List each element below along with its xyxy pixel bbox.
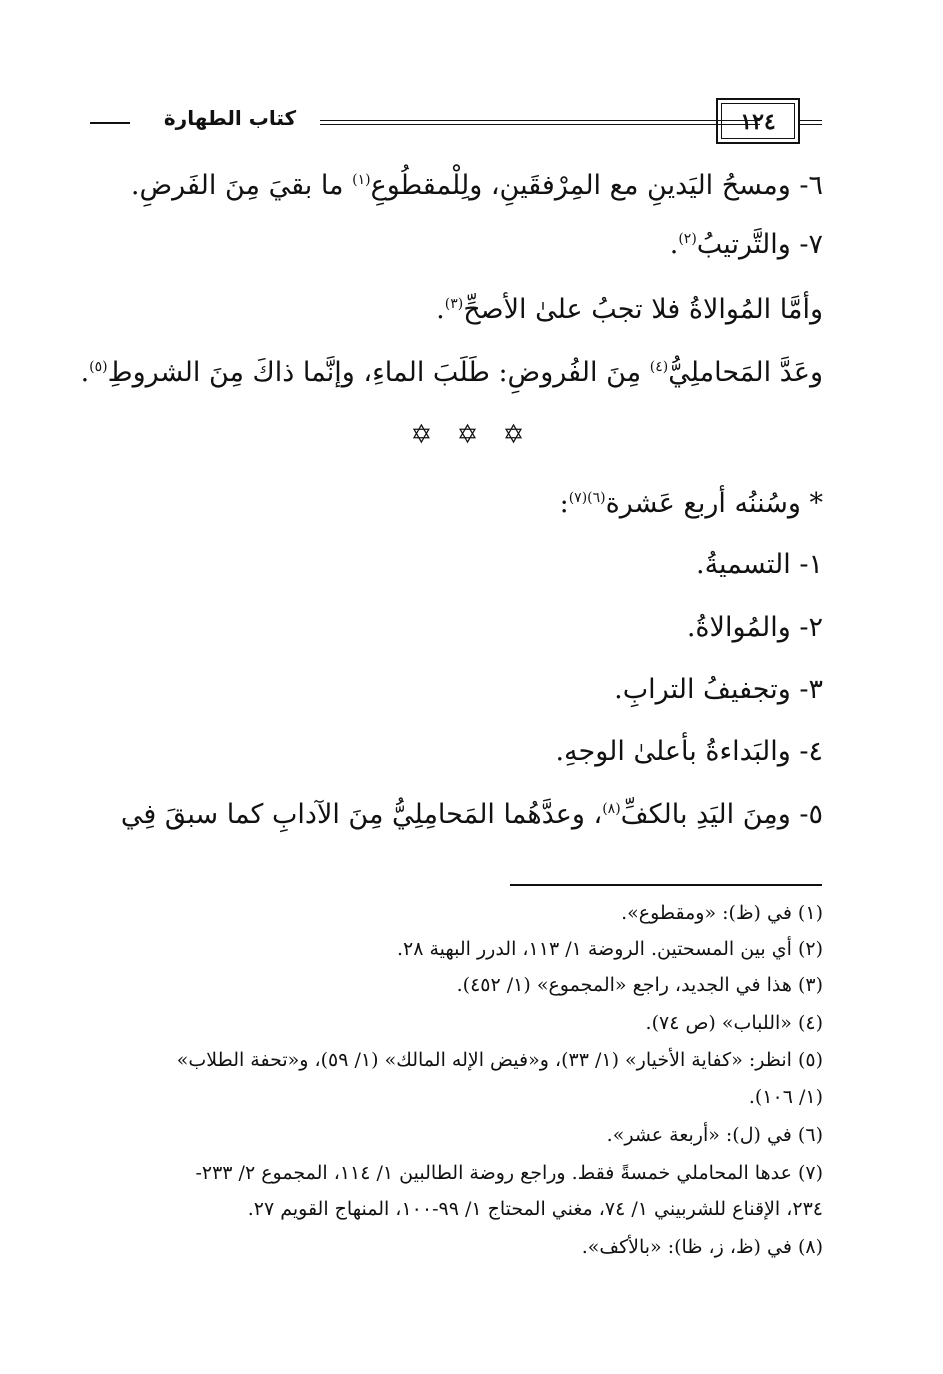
footnote-ref-5: (٥) (89, 359, 108, 375)
footnote-6: (٦) في (ل): «أربعة عشر». (606, 1124, 823, 1146)
sunan-heading: * وسُننُه أربع عَشرة$^{(٦)(٧)}$: (559, 488, 823, 519)
page-number-box (716, 98, 800, 144)
footnote-separator (510, 884, 822, 886)
sunan-item-2: ٢- والمُوالاةُ. (686, 612, 823, 643)
sunan-item-5: ٥- ومِنَ اليَدِ بالكفِّ$^{(٨)}$، وعدَّهُما المَحامِلِيُّ مِنَ الآدابِ كما سبقَ فِي (120, 799, 823, 830)
header-rule-left (90, 122, 130, 124)
footnote-2: (٢) أي بين المسحتين. الروضة ١/ ١١٣، الدرر البهية ٢٨. (396, 938, 823, 960)
sunan-item-4: ٤- والبَداءةُ بأعلىٰ الوجهِ. (555, 736, 823, 767)
footnote-ref-2: (٢) (678, 231, 697, 247)
footnote-7-continued: ٢٣٤، الإقناع للشربيني ١/ ٧٤، مغني المحتاج ١/ ٩٩-١٠٠، المنهاج القويم ٢٧. (247, 1198, 823, 1220)
header-rule-middle (320, 120, 760, 125)
page-number: ١٢٤ (721, 103, 795, 139)
footnote-ref-1: (١) (352, 172, 371, 188)
sunan-item-3: ٣- وتجفيفُ الترابِ. (614, 674, 823, 705)
footnote-ref-6: (٦) (587, 490, 606, 506)
body-line-6: ٦- ومسحُ اليَدينِ مع المِرْفقَينِ، ولِلْمقطُوعِ$^{(١)}$ ما بقيَ مِنَ الفَرضِ. (130, 170, 823, 201)
footnote-3: (٣) هذا في الجديد، راجع «المجموع» (١/ ٤٥٢). (456, 974, 823, 996)
sunan-item-1: ١- التسميةُ. (696, 549, 823, 580)
body-line-7: ٧- والتَّرتيبُ$^{(٢)}$. (669, 229, 823, 260)
header-rule-right (800, 120, 822, 125)
footnote-7: (٧) عدها المحاملي خمسةً فقط. وراجع روضة الطالبين ١/ ١١٤، المجموع ٢/ ٢٣٣- (195, 1162, 823, 1184)
footnote-4: (٤) «اللباب» (ص ٧٤). (645, 1012, 823, 1034)
section-divider-stars: ✡ ✡ ✡ (410, 420, 533, 450)
running-header (60, 96, 822, 148)
body-line-mahamili: وعَدَّ المَحاملِيُّ$^{(٤)}$ مِنَ الفُروضِ: طَلَبَ الماءِ، وإنَّما ذاكَ مِنَ الشروطِ$^{(٥)}$. (80, 357, 823, 388)
body-line-muwalat: وأمَّا المُوالاةُ فلا تجبُ علىٰ الأصحِّ$^{(٣)}$. (436, 294, 823, 325)
footnote-ref-4: (٤) (649, 359, 669, 375)
footnote-5: (٥) انظر: «كفاية الأخيار» (١/ ٣٣)، و«فيض الإله المالك» (١/ ٥٩)، و«تحفة الطلاب» (176, 1049, 823, 1071)
footnote-5-continued: (١/ ١٠٦). (748, 1086, 823, 1108)
footnote-8: (٨) في (ظ، ز، ظا): «بالأكف». (581, 1236, 823, 1258)
footnote-ref-7: (٧) (568, 490, 588, 506)
header-title: كتاب الطهارة (163, 106, 297, 130)
footnote-ref-3: (٣) (444, 296, 464, 312)
footnote-ref-8: (٨) (602, 801, 621, 817)
footnote-1: (١) في (ظ): «ومقطوع». (621, 902, 823, 924)
